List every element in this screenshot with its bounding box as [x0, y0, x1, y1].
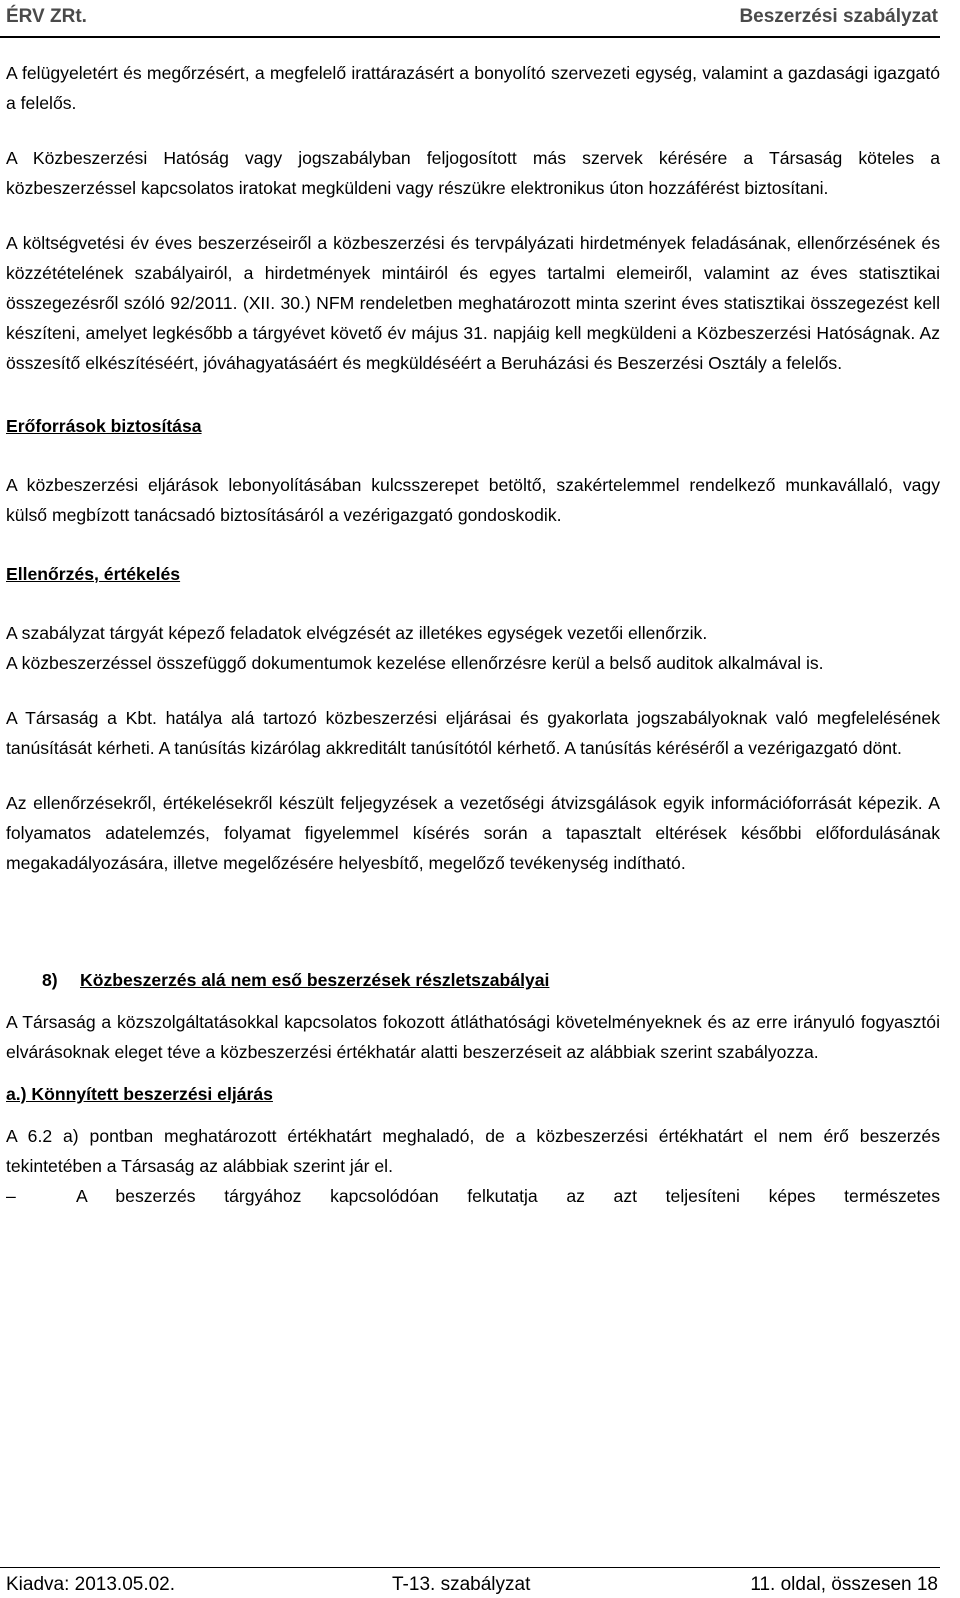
list-item-text: A beszerzés tárgyához kapcsolódóan felkutatja az azt teljesíteni képes természetes — [76, 1186, 940, 1206]
subsection-heading: a.) Könnyített beszerzési eljárás — [6, 1084, 273, 1104]
section-8-heading — [6, 965, 940, 995]
page-header — [0, 0, 940, 38]
page-number: 11. oldal, összesen 18 — [750, 1574, 938, 1595]
section-heading: Ellenőrzés, értékelés — [6, 564, 181, 584]
paragraph: A költségvetési év éves beszerzéseiről a közbeszerzési és tervpályázati hirdetmények feladásának, ellenőrzésének és közzétételének szabályairól, a hirdetmények mintáiról és egyes tartalmi elemeiről, valamint az éves statisztikai összegezésről szóló 92/2011. (XII. 30.) NFM rendeletben meghatározott minta szerint éves statisztikai összegezést kell készíteni, amelyet legkésőbb a tárgyévet követő év május 31. napjáig kell megküldeni a Közbeszerzési Hatóságnak. Az összesítő elkészítéséért, jóváhagyatásáért és megküldéséért a Beruházási és Beszerzési Osztály a felelős. — [6, 233, 940, 373]
page-content — [6, 58, 940, 1211]
list-item — [6, 1181, 940, 1211]
paragraph: A Közbeszerzési Hatóság vagy jogszabályban feljogosított más szervek kérésére a Társaság köteles a közbeszerzéssel kapcsolatos iratokat megküldeni vagy részükre elektronikus úton hozzáférést biztosítani. — [6, 148, 940, 198]
company-name: ÉRV ZRt. — [6, 6, 87, 27]
section-title: Közbeszerzés alá nem eső beszerzések részletszabályai — [80, 970, 550, 990]
dash-bullet: – — [6, 1186, 16, 1206]
document-title: Beszerzési szabályzat — [739, 6, 938, 27]
paragraph: Az ellenőrzésekről, értékelésekről készült feljegyzések a vezetőségi átvizsgálások egyik információforrását képezik. A folyamatos adatelemzés, folyamat figyelemmel kísérés során a tapasztalt eltérések későbbi előfordulásának megakadályozására, illetve megelőzésére helyesbítő, megelőző tevékenység indítható. — [6, 793, 940, 873]
paragraph: A Társaság a Kbt. hatálya alá tartozó közbeszerzési eljárásai és gyakorlata jogszabályoknak való megfelelésének tanúsítását kérheti. A tanúsítás kizárólag akkreditált tanúsítótól kérhető. A tanúsítás kéréséről a vezérigazgató dönt. — [6, 708, 940, 758]
document-code: T-13. szabályzat — [392, 1574, 531, 1595]
section-heading: Erőforrások biztosítása — [6, 416, 202, 436]
page-footer — [0, 1567, 940, 1598]
paragraph: A közbeszerzéssel összefüggő dokumentumok kezelése ellenőrzésre kerül a belső auditok alkalmával is. — [6, 653, 824, 673]
issue-date: Kiadva: 2013.05.02. — [6, 1574, 176, 1595]
paragraph: A közbeszerzési eljárások lebonyolításában kulcsszerepet betöltő, szakértelemmel rendelkező munkavállaló, vagy külső megbízott tanácsadó biztosításáról a vezérigazgató gondoskodik. — [6, 475, 940, 525]
section-number: 8) — [42, 970, 58, 990]
paragraph: A felügyeletért és megőrzésért, a megfelelő irattárazásért a bonyolító szervezeti egység, valamint a gazdasági igazgató a felelős. — [6, 63, 940, 113]
paragraph: A 6.2 a) pontban meghatározott értékhatárt meghaladó, de a közbeszerzési értékhatárt el nem érő beszerzés tekintetében a Társaság az alábbiak szerint jár el. — [6, 1126, 940, 1176]
paragraph: A szabályzat tárgyát képező feladatok elvégzését az illetékes egységek vezetői ellenőrzik. — [6, 623, 708, 643]
paragraph: A Társaság a közszolgáltatásokkal kapcsolatos fokozott átláthatósági követelményeknek és az erre irányuló fogyasztói elvárásoknak eleget téve a közbeszerzési értékhatár alatti beszerzéseit az alábbiak szerint szabályozza. — [6, 1012, 940, 1062]
